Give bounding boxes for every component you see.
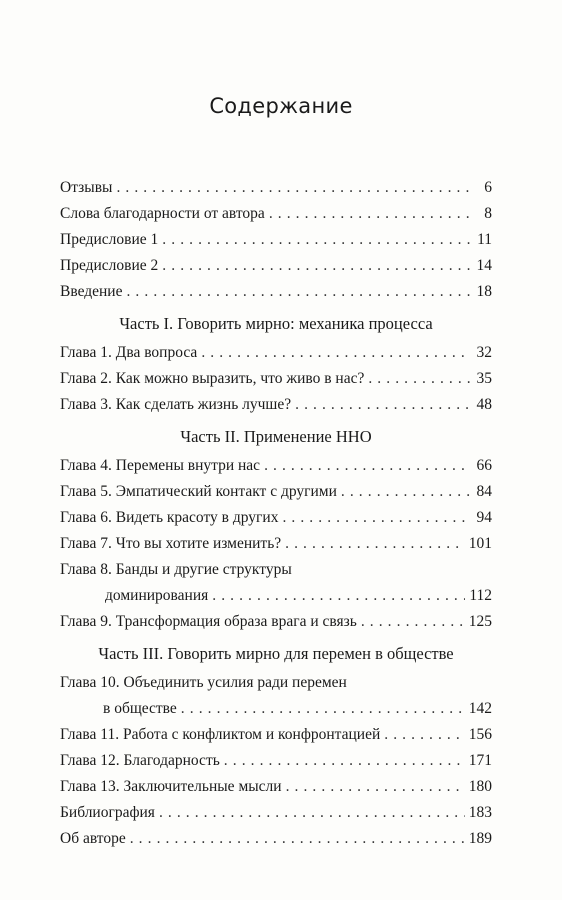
- toc-page-number: 189: [468, 830, 492, 847]
- toc-entry-chapter-1[interactable]: [60, 340, 492, 366]
- toc-entry-chapter-4[interactable]: [60, 453, 492, 479]
- toc-page-number: 94: [476, 509, 492, 526]
- dot-leader: [269, 201, 470, 227]
- dot-leader: [361, 609, 465, 635]
- dot-leader: [126, 279, 470, 305]
- toc-page-number: 8: [484, 205, 492, 222]
- toc-entry-foreword-1[interactable]: [60, 227, 492, 253]
- toc-entry-chapter-7[interactable]: [60, 531, 492, 557]
- toc-page-number: 171: [468, 752, 492, 769]
- toc-entry-label: Библиография: [60, 804, 155, 821]
- toc-entry-chapter-12[interactable]: [60, 748, 492, 774]
- toc-entry-label: Глава 5. Эмпатический контакт с другими: [60, 483, 337, 500]
- dot-leader: [162, 253, 470, 279]
- dot-leader: [116, 175, 470, 201]
- dot-leader: [285, 531, 465, 557]
- toc-entry-about-author[interactable]: [60, 826, 492, 852]
- toc-entry-reviews[interactable]: [60, 175, 492, 201]
- dot-leader: [368, 366, 470, 392]
- toc-entry-label: Слова благодарности от автора: [60, 205, 265, 222]
- page-title: Содержание: [209, 94, 353, 118]
- toc-page-number: 180: [468, 778, 492, 795]
- toc-page-number: 84: [476, 483, 492, 500]
- toc-entry-label: Отзывы: [60, 179, 113, 196]
- toc-entry-label: Глава 10. Объединить усилия ради перемен: [60, 674, 347, 691]
- dot-leader: [201, 340, 470, 366]
- toc-entry-chapter-8[interactable]: [60, 557, 492, 609]
- toc-entry-label: Глава 13. Заключительные мысли: [60, 778, 282, 795]
- toc-entry-label: Глава 6. Видеть красоту в других: [60, 509, 279, 526]
- toc-entry-chapter-5[interactable]: [60, 479, 492, 505]
- dot-leader: [264, 453, 470, 479]
- part-heading-2[interactable]: Часть II. Применение ННО: [180, 427, 372, 446]
- toc-entry-acknowledgements[interactable]: [60, 201, 492, 227]
- toc-entry-chapter-10[interactable]: [60, 670, 492, 722]
- part-heading-1[interactable]: Часть I. Говорить мирно: механика процесса: [119, 314, 433, 333]
- toc-entry-chapter-2[interactable]: [60, 366, 492, 392]
- dot-leader: [341, 479, 470, 505]
- toc-page-number: 156: [468, 726, 492, 743]
- dot-leader: [282, 505, 470, 531]
- dot-leader: [295, 392, 470, 418]
- toc-page-number: 48: [476, 396, 492, 413]
- toc-entry-label: Глава 11. Работа с конфликтом и конфронтацией: [60, 726, 381, 743]
- dot-leader: [384, 722, 464, 748]
- toc-entry-label-continued: доминирования: [105, 587, 209, 604]
- toc-entry-chapter-9[interactable]: [60, 609, 492, 635]
- toc-page-number: 35: [476, 370, 492, 387]
- toc-page-number: 66: [476, 457, 492, 474]
- toc-entry-label: Об авторе: [60, 830, 126, 847]
- toc-entry-label: Глава 12. Благодарность: [60, 752, 220, 769]
- dot-leader: [130, 826, 465, 852]
- toc-entry-chapter-13[interactable]: [60, 774, 492, 800]
- toc-entry-chapter-6[interactable]: [60, 505, 492, 531]
- dot-leader: [162, 227, 470, 253]
- toc-page-number: 32: [476, 344, 492, 361]
- table-of-contents: [60, 175, 492, 852]
- toc-entry-label: Предисловие 1: [60, 231, 159, 248]
- toc-entry-label-continued: в обществе: [103, 700, 177, 717]
- toc-entry-label: Глава 8. Банды и другие структуры: [60, 561, 292, 578]
- dot-leader: [181, 696, 465, 722]
- dot-leader: [286, 774, 465, 800]
- dot-leader: [212, 583, 465, 609]
- toc-page-number: 11: [477, 231, 492, 248]
- toc-entry-chapter-11[interactable]: [60, 722, 492, 748]
- toc-entry-foreword-2[interactable]: [60, 253, 492, 279]
- toc-entry-label: Введение: [60, 283, 123, 300]
- part-heading-3[interactable]: Часть III. Говорить мирно для перемен в обществе: [98, 644, 454, 663]
- toc-entry-label: Глава 7. Что вы хотите изменить?: [60, 535, 282, 552]
- toc-page-number: 14: [476, 257, 492, 274]
- toc-page-number: 101: [468, 535, 492, 552]
- toc-entry-label: Глава 9. Трансформация образа врага и связь: [60, 613, 357, 630]
- toc-page-number: 112: [469, 587, 492, 604]
- toc-entry-label: Глава 2. Как можно выразить, что живо в нас?: [60, 370, 365, 387]
- toc-entry-chapter-3[interactable]: [60, 392, 492, 418]
- toc-page-number: 183: [468, 804, 492, 821]
- toc-page-number: 18: [476, 283, 492, 300]
- toc-page-number: 6: [484, 179, 492, 196]
- dot-leader: [159, 800, 465, 826]
- toc-entry-label: Глава 4. Перемены внутри нас: [60, 457, 261, 474]
- dot-leader: [224, 748, 465, 774]
- toc-entry-label: Глава 3. Как сделать жизнь лучше?: [60, 396, 292, 413]
- toc-entry-bibliography[interactable]: [60, 800, 492, 826]
- toc-entry-label: Глава 1. Два вопроса: [60, 344, 198, 361]
- toc-entry-introduction[interactable]: [60, 279, 492, 305]
- toc-page-number: 125: [468, 613, 492, 630]
- toc-entry-label: Предисловие 2: [60, 257, 159, 274]
- toc-page-number: 142: [468, 700, 492, 717]
